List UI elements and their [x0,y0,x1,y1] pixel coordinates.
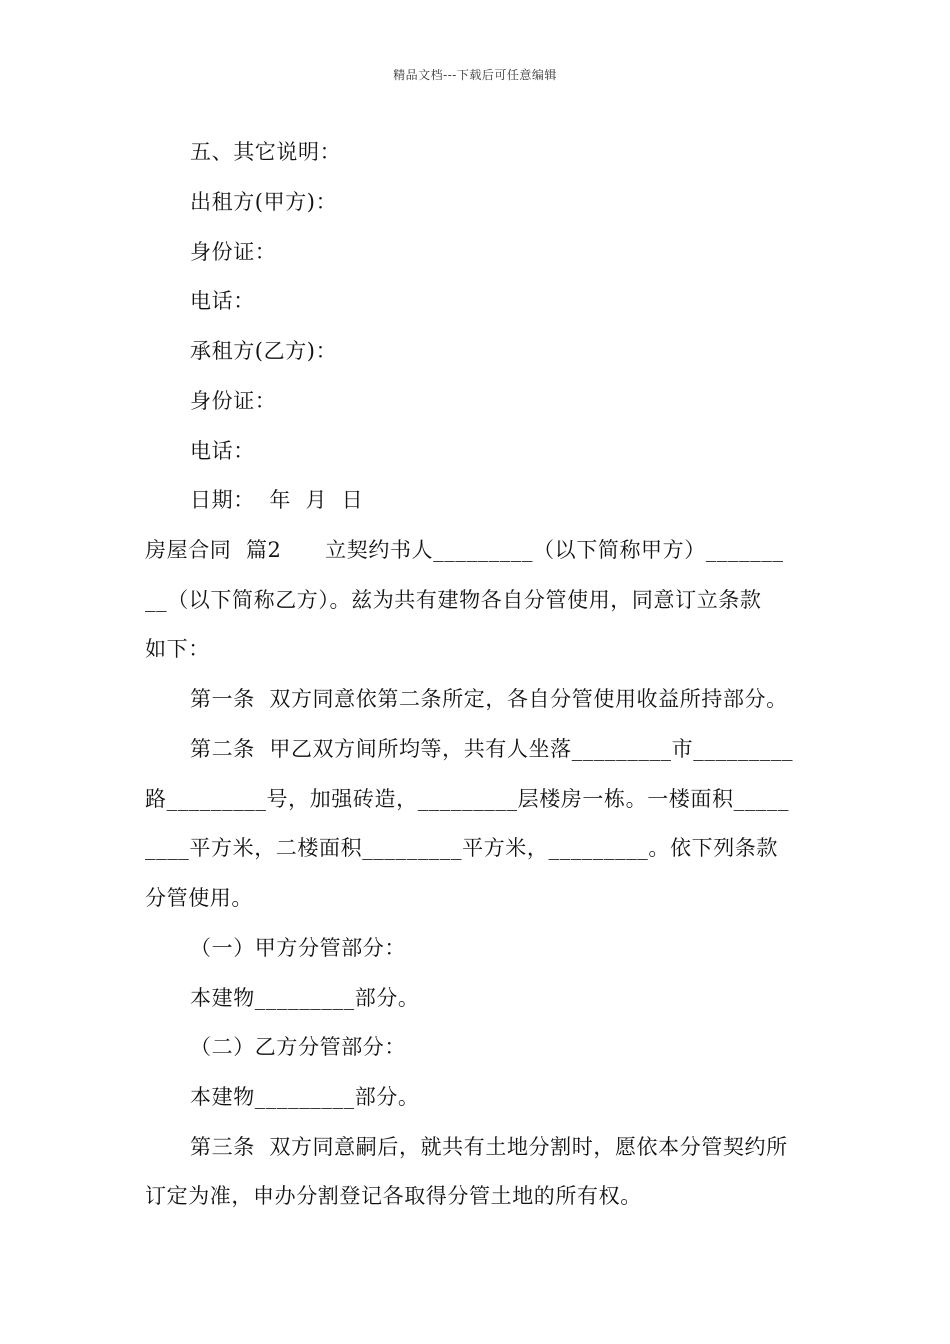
article-2-line-2: 路_________号，加强砖造，_________层楼房一栋。一楼面积_____ [145,787,790,811]
contract-intro-line-3: 如下： [145,637,210,661]
party-b-text: 本建物_________部分。 [190,1085,420,1109]
party-a-text: 本建物_________部分。 [190,986,420,1010]
lessee-phone-label: 电话： [190,439,255,463]
party-b-heading: （二）乙方分管部分： [190,1035,406,1059]
article-3-line-1: 第三条 双方同意嗣后，就共有土地分割时，愿依本分管契约所 [190,1135,788,1159]
date-line: 日期： 年 月 日 [190,488,364,512]
contract-intro-line-1: 房屋合同 篇2 立契约书人_________（以下简称甲方）_______ [145,538,784,562]
contract-intro-line-2: __（以下简称乙方）。兹为共有建物各自分管使用，同意订立条款 [145,588,762,612]
lessee-id-label: 身份证： [190,389,277,413]
article-2-line-3: ____平方米，二楼面积_________平方米，_________。依下列条款 [145,836,778,860]
lessor-label: 出租方(甲方)： [190,190,338,214]
article-3-line-2: 订定为准，申办分割登记各取得分管土地的所有权。 [145,1184,642,1208]
article-2-line-1: 第二条 甲乙双方间所均等，共有人坐落_________市_________ [190,737,794,761]
party-a-heading: （一）甲方分管部分： [190,936,406,960]
section-title: 五、其它说明： [190,140,342,164]
lessee-label: 承租方(乙方)： [190,339,338,363]
lessor-phone-label: 电话： [190,289,255,313]
page-header: 精品文档---下载后可任意编辑 [393,68,557,82]
lessor-id-label: 身份证： [190,240,277,264]
article-1: 第一条 双方同意依第二条所定，各自分管使用收益所持部分。 [190,687,788,711]
article-2-line-4: 分管使用。 [145,886,253,910]
